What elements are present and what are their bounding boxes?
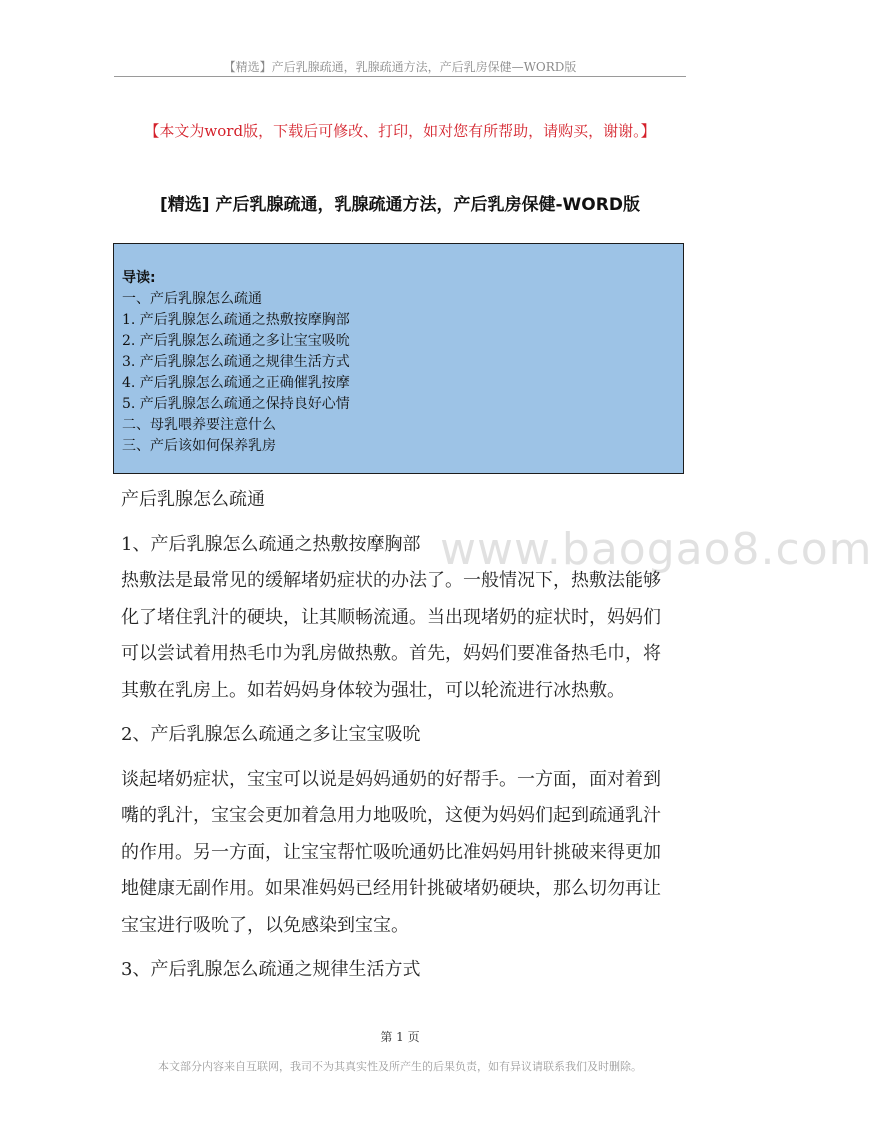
paragraph-line: 化了堵住乳汁的硬块，让其顺畅流通。当出现堵奶的症状时，妈妈们: [121, 606, 661, 628]
guide-item: 4. 产后乳腺怎么疏通之正确催乳按摩: [122, 375, 350, 391]
paragraph-line: 其敷在乳房上。如若妈妈身体较为强壮，可以轮流进行冰热敷。: [121, 679, 625, 701]
guide-item: 一、产后乳腺怎么疏通: [122, 291, 262, 307]
guide-item: 2. 产后乳腺怎么疏通之多让宝宝吸吮: [122, 333, 350, 349]
subsection-heading: 2、产后乳腺怎么疏通之多让宝宝吸吮: [121, 724, 421, 745]
document-title: [精选] 产后乳腺疏通，乳腺疏通方法，产后乳房保健-WORD版: [160, 195, 640, 215]
guide-item: 1. 产后乳腺怎么疏通之热敷按摩胸部: [122, 312, 350, 328]
paragraph-line: 的作用。另一方面，让宝宝帮忙吸吮通奶比准妈妈用针挑破来得更加: [121, 841, 661, 863]
download-notice: 【本文为word版，下载后可修改、打印，如对您有所帮助，请购买，谢谢。】: [144, 122, 656, 140]
paragraph-line: 地健康无副作用。如果准妈妈已经用针挑破堵奶硬块，那么切勿再让: [121, 878, 661, 899]
paragraph-line: 谈起堵奶症状，宝宝可以说是妈妈通奶的好帮手。一方面，面对着到: [121, 768, 661, 790]
guide-item: 三、产后该如何保养乳房: [122, 438, 276, 454]
paragraph-line: 嘴的乳汁，宝宝会更加着急用力地吸吮，这便为妈妈们起到疏通乳汁: [121, 805, 661, 826]
guide-title: 导读:: [122, 270, 156, 286]
section-heading: 产后乳腺怎么疏通: [121, 489, 265, 510]
document-body: [121, 482, 687, 989]
page-header: 【精选】产后乳腺疏通，乳腺疏通方法，产后乳房保健—WORD版: [223, 60, 577, 74]
page-footer: 本文部分内容来自互联网，我司不为其真实性及所产生的后果负责，如有异议请联系我们及时删除。: [158, 1060, 642, 1073]
watermark: www.baogao8.com: [440, 524, 872, 575]
page-number: 第 1 页: [380, 1030, 420, 1044]
header-divider: [114, 76, 686, 77]
paragraph-line: 宝宝进行吸吮了，以免感染到宝宝。: [121, 914, 409, 936]
guide-box: [113, 243, 684, 474]
paragraph-line: 可以尝试着用热毛巾为乳房做热敷。首先，妈妈们要准备热毛巾，将: [121, 643, 661, 664]
guide-item: 5. 产后乳腺怎么疏通之保持良好心情: [122, 396, 350, 412]
guide-item: 3. 产后乳腺怎么疏通之规律生活方式: [122, 354, 350, 370]
paragraph-line: 热敷法是最常见的缓解堵奶症状的办法了。一般情况下，热敷法能够: [121, 570, 661, 591]
subsection-heading: 3、产后乳腺怎么疏通之规律生活方式: [121, 959, 421, 980]
guide-item: 二、母乳喂养要注意什么: [122, 417, 276, 433]
subsection-heading: 1、产后乳腺怎么疏通之热敷按摩胸部: [121, 533, 421, 555]
